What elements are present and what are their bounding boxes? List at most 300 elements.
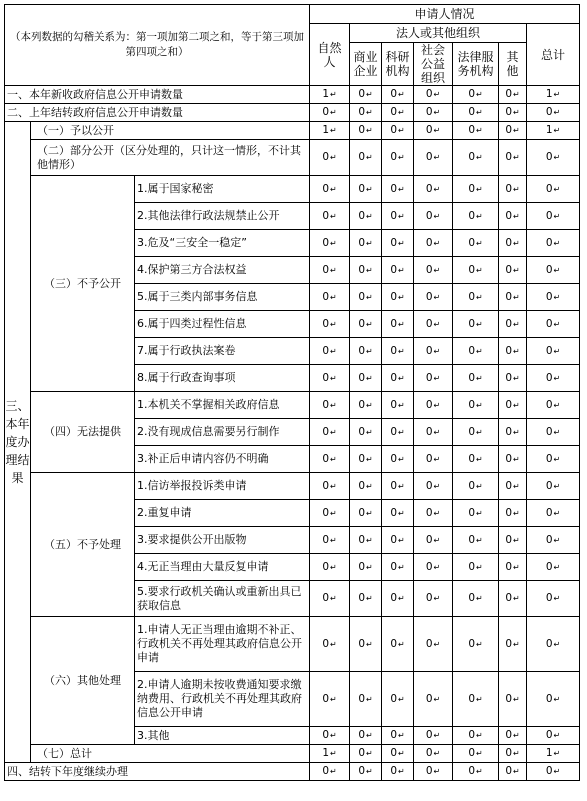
cell-value: 0 ↵ [358,210,372,222]
cell-value: 0 ↵ [390,237,404,249]
value-cell [310,176,350,203]
cell-value: 0 ↵ [505,88,519,100]
value-cell [414,554,453,581]
cell-value: 0 ↵ [358,747,372,759]
row-label: 2.没有现成信息需要另行制作 [135,419,310,446]
cell-value: 0 ↵ [322,507,336,519]
value-cell [382,311,414,338]
cell-value: 0 ↵ [426,729,440,741]
cell-value: 0 ↵ [505,693,519,705]
row-label: 1.本机关不掌握相关政府信息 [135,392,310,419]
value-cell [527,284,580,311]
header-research: 科研机构 [382,43,414,86]
cell-value: 0 ↵ [426,426,440,438]
cell-value: 0 ↵ [390,592,404,604]
value-cell [350,122,382,140]
cell-value: 0 ↵ [426,592,440,604]
cell-value: 0 ↵ [468,237,482,249]
cell-value: 0 ↵ [546,480,560,492]
value-cell [527,500,580,527]
cell-value: 0 ↵ [358,183,372,195]
disclosure-table [4,4,580,781]
cell-value: 0 ↵ [390,318,404,330]
cell-value: 0 ↵ [390,747,404,759]
value-cell [527,176,580,203]
cell-value: 0 ↵ [468,345,482,357]
value-cell [453,284,499,311]
value-cell [414,527,453,554]
cell-value: 0 ↵ [358,151,372,163]
cell-value: 0 ↵ [546,426,560,438]
cell-value: 0 ↵ [322,264,336,276]
value-cell [527,419,580,446]
value-cell [453,122,499,140]
cell-value: 0 ↵ [505,318,519,330]
value-cell [382,473,414,500]
value-cell [382,284,414,311]
value-cell [310,338,350,365]
cell-value: 0 ↵ [358,88,372,100]
header-natural-person: 自然人 [310,24,350,86]
value-cell [499,617,527,672]
cell-value: 0 ↵ [390,372,404,384]
cell-value: 0 ↵ [468,291,482,303]
value-cell [414,727,453,745]
value-cell [499,122,527,140]
value-cell [499,446,527,473]
cell-value: 0 ↵ [358,507,372,519]
value-cell [527,446,580,473]
value-cell [453,554,499,581]
cell-value: 0 ↵ [505,151,519,163]
value-cell [453,230,499,257]
cell-value: 0 ↵ [390,693,404,705]
value-cell [382,727,414,745]
value-cell [499,230,527,257]
value-cell [350,527,382,554]
value-cell [499,338,527,365]
value-cell [414,365,453,392]
value-cell [453,203,499,230]
value-cell [527,86,580,104]
cell-value: 0 ↵ [358,592,372,604]
value-cell [499,554,527,581]
cell-value: 0 ↵ [468,507,482,519]
value-cell [350,104,382,122]
cell-value: 0 ↵ [322,480,336,492]
value-cell [350,257,382,284]
value-cell [382,140,414,176]
cell-value: 0 ↵ [468,124,482,136]
cell-value: 0 ↵ [390,507,404,519]
row-label: 3.补正后申请内容仍不明确 [135,446,310,473]
cell-value: 0 ↵ [546,729,560,741]
value-cell [310,86,350,104]
cell-value: 0 ↵ [546,534,560,546]
cell-value: 0 ↵ [426,561,440,573]
value-cell [310,203,350,230]
value-cell [499,311,527,338]
value-cell [310,500,350,527]
cell-value: 0 ↵ [546,345,560,357]
value-cell [414,104,453,122]
cell-value: 0 ↵ [505,638,519,650]
cell-value: 0 ↵ [505,747,519,759]
cell-value: 0 ↵ [426,453,440,465]
value-cell [414,672,453,727]
cell-value: 0 ↵ [358,480,372,492]
cell-value: 1 ↵ [546,747,560,759]
cell-value: 0 ↵ [546,507,560,519]
row-label: 3.要求提供公开出版物 [135,527,310,554]
value-cell [350,419,382,446]
value-cell [310,419,350,446]
row-label: 3.其他 [135,727,310,745]
cell-value: 0 ↵ [546,318,560,330]
value-cell [310,140,350,176]
cell-value: 0 ↵ [322,183,336,195]
value-cell [453,257,499,284]
cell-value: 0 ↵ [426,765,440,777]
value-cell [453,140,499,176]
value-cell [350,365,382,392]
value-cell [527,140,580,176]
cell-value: 0 ↵ [390,345,404,357]
value-cell [499,203,527,230]
value-cell [453,727,499,745]
value-cell [499,581,527,617]
value-cell [499,392,527,419]
cell-value: 0 ↵ [358,534,372,546]
row-label: 二、上年结转政府信息公开申请数量 [5,104,310,122]
value-cell [499,745,527,763]
value-cell [453,527,499,554]
cell-value: 1 ↵ [322,88,336,100]
value-cell [310,527,350,554]
cell-value: 0 ↵ [468,106,482,118]
cell-value: 0 ↵ [426,291,440,303]
cell-value: 0 ↵ [546,183,560,195]
cell-value: 0 ↵ [390,183,404,195]
cell-value: 0 ↵ [426,747,440,759]
row-label: 2.申请人逾期未按收费通知要求缴纳费用、行政机关不再处理其政府信息公开申请 [135,672,310,727]
table-row [5,473,580,500]
cell-value: 0 ↵ [358,291,372,303]
row-label: 8.属于行政查询事项 [135,365,310,392]
header-other: 其他 [499,43,527,86]
table-row [5,617,580,672]
value-cell [453,745,499,763]
value-cell [310,446,350,473]
cell-value: 0 ↵ [322,638,336,650]
cell-value: 0 ↵ [505,106,519,118]
cell-value: 0 ↵ [546,210,560,222]
cell-value: 0 ↵ [505,264,519,276]
cell-value: 0 ↵ [426,480,440,492]
cell-value: 0 ↵ [468,399,482,411]
value-cell [499,727,527,745]
value-cell [310,672,350,727]
table-row [5,104,580,122]
cell-value: 0 ↵ [426,151,440,163]
cell-value: 0 ↵ [426,372,440,384]
row-label: 1.信访举报投诉类申请 [135,473,310,500]
section3-label: 三、本年度办理结果 [5,122,31,763]
cell-value: 0 ↵ [426,237,440,249]
cell-value: 0 ↵ [358,561,372,573]
value-cell [382,257,414,284]
cell-value: 0 ↵ [390,480,404,492]
row-label: 一、本年新收政府信息公开申请数量 [5,86,310,104]
header-applicant-situation: 申请人情况 [310,5,580,24]
cell-value: 0 ↵ [358,729,372,741]
value-cell [350,203,382,230]
cell-value: 0 ↵ [505,399,519,411]
value-cell [453,763,499,781]
value-cell [382,392,414,419]
value-cell [414,763,453,781]
cell-value: 0 ↵ [505,453,519,465]
cell-value: 0 ↵ [426,345,440,357]
value-cell [310,473,350,500]
cell-value: 0 ↵ [546,399,560,411]
row-label: （一）予以公开 [31,122,310,140]
cell-value: 0 ↵ [468,88,482,100]
cell-value: 0 ↵ [390,638,404,650]
cell-value: 0 ↵ [546,264,560,276]
cell-value: 0 ↵ [546,765,560,777]
value-cell [414,311,453,338]
cell-value: 0 ↵ [358,318,372,330]
value-cell [453,473,499,500]
value-cell [527,745,580,763]
row-label: 四、结转下年度继续办理 [5,763,310,781]
cell-value: 0 ↵ [505,507,519,519]
cell-value: 0 ↵ [546,693,560,705]
value-cell [414,473,453,500]
value-cell [414,419,453,446]
cell-value: 0 ↵ [390,399,404,411]
group-label-g5: （五）不予处理 [31,473,135,617]
cell-value: 0 ↵ [505,729,519,741]
group-label-g3: （三）不予公开 [31,176,135,392]
cell-value: 0 ↵ [546,561,560,573]
cell-value: 0 ↵ [468,747,482,759]
value-cell [414,176,453,203]
cell-value: 0 ↵ [322,237,336,249]
cell-value: 0 ↵ [322,210,336,222]
table-row [5,122,580,140]
cell-value: 0 ↵ [505,426,519,438]
value-cell [499,86,527,104]
value-cell [310,284,350,311]
cell-value: 0 ↵ [358,453,372,465]
value-cell [499,104,527,122]
value-cell [414,581,453,617]
value-cell [382,527,414,554]
cell-value: 0 ↵ [322,561,336,573]
cell-value: 0 ↵ [390,88,404,100]
value-cell [382,672,414,727]
value-cell [527,338,580,365]
cell-value: 0 ↵ [358,264,372,276]
value-cell [499,257,527,284]
row-label: 4.保护第三方合法权益 [135,257,310,284]
value-cell [350,727,382,745]
value-cell [453,500,499,527]
cell-value: 0 ↵ [426,264,440,276]
cell-value: 0 ↵ [468,480,482,492]
cell-value: 0 ↵ [358,638,372,650]
cell-value: 0 ↵ [505,561,519,573]
value-cell [382,617,414,672]
value-cell [350,500,382,527]
value-cell [499,763,527,781]
table-row [5,86,580,104]
value-cell [527,617,580,672]
header-total: 总计 [527,24,580,86]
value-cell [310,763,350,781]
table-row [5,140,580,176]
cell-value: 0 ↵ [546,592,560,604]
value-cell [499,284,527,311]
value-cell [350,745,382,763]
cell-value: 0 ↵ [390,453,404,465]
cell-value: 0 ↵ [426,693,440,705]
cell-value: 0 ↵ [546,291,560,303]
value-cell [382,446,414,473]
cell-value: 0 ↵ [322,106,336,118]
value-cell [350,446,382,473]
value-cell [499,140,527,176]
cell-value: 0 ↵ [390,106,404,118]
cell-value: 0 ↵ [322,693,336,705]
cell-value: 0 ↵ [322,399,336,411]
value-cell [499,419,527,446]
value-cell [414,284,453,311]
value-cell [310,745,350,763]
value-cell [499,473,527,500]
cell-value: 0 ↵ [390,765,404,777]
value-cell [453,392,499,419]
cell-value: 0 ↵ [468,453,482,465]
cell-value: 0 ↵ [322,318,336,330]
cell-value: 1 ↵ [546,88,560,100]
cell-value: 0 ↵ [322,534,336,546]
value-cell [414,140,453,176]
cell-value: 0 ↵ [322,372,336,384]
cell-value: 0 ↵ [505,345,519,357]
value-cell [527,727,580,745]
row-label: 6.属于四类过程性信息 [135,311,310,338]
value-cell [382,230,414,257]
value-cell [414,86,453,104]
value-cell [527,581,580,617]
value-cell [414,122,453,140]
value-cell [350,140,382,176]
value-cell [453,672,499,727]
value-cell [453,581,499,617]
value-cell [414,203,453,230]
value-cell [382,104,414,122]
cell-value: 0 ↵ [358,693,372,705]
value-cell [499,365,527,392]
table-row [5,392,580,419]
value-cell [382,581,414,617]
cell-value: 0 ↵ [358,372,372,384]
value-cell [382,86,414,104]
value-cell [382,338,414,365]
cell-value: 0 ↵ [390,151,404,163]
value-cell [499,672,527,727]
value-cell [382,122,414,140]
cell-value: 1 ↵ [546,124,560,136]
value-cell [350,311,382,338]
value-cell [350,617,382,672]
value-cell [310,617,350,672]
cell-value: 0 ↵ [426,318,440,330]
header-legal-service: 法律服务机构 [453,43,499,86]
cell-value: 0 ↵ [505,124,519,136]
cell-value: 0 ↵ [358,124,372,136]
cell-value: 1 ↵ [322,124,336,136]
cell-value: 0 ↵ [390,264,404,276]
header-commercial: 商业企业 [350,43,382,86]
cell-value: 0 ↵ [426,507,440,519]
row-label: （七）总计 [31,745,310,763]
cell-value: 0 ↵ [390,291,404,303]
value-cell [499,176,527,203]
table-row [5,763,580,781]
value-cell [310,365,350,392]
value-cell [453,338,499,365]
cell-value: 1 ↵ [322,747,336,759]
cell-value: 0 ↵ [322,453,336,465]
cell-value: 0 ↵ [505,183,519,195]
row-label: 5.属于三类内部事务信息 [135,284,310,311]
value-cell [527,392,580,419]
value-cell [310,554,350,581]
cell-value: 0 ↵ [358,426,372,438]
cell-value: 0 ↵ [390,426,404,438]
cell-value: 0 ↵ [468,592,482,604]
cell-value: 0 ↵ [505,372,519,384]
cell-value: 0 ↵ [426,88,440,100]
value-cell [527,203,580,230]
cell-value: 0 ↵ [505,480,519,492]
value-cell [453,86,499,104]
cell-value: 0 ↵ [358,765,372,777]
group-label-g6: （六）其他处理 [31,617,135,745]
cell-value: 0 ↵ [390,534,404,546]
row-label: 1.申请人无正当理由逾期不补正、行政机关不再处理其政府信息公开申请 [135,617,310,672]
value-cell [382,763,414,781]
table-note: （本列数据的勾稽关系为：第一项加第二项之和，等于第三项加第四项之和） [5,5,310,86]
value-cell [453,176,499,203]
value-cell [350,581,382,617]
header-legal-other: 法人或其他组织 [350,24,527,43]
value-cell [527,230,580,257]
value-cell [350,284,382,311]
value-cell [453,419,499,446]
value-cell [453,617,499,672]
value-cell [527,527,580,554]
cell-value: 0 ↵ [426,106,440,118]
cell-value: 0 ↵ [358,399,372,411]
cell-value: 0 ↵ [426,399,440,411]
cell-value: 0 ↵ [505,592,519,604]
value-cell [310,581,350,617]
